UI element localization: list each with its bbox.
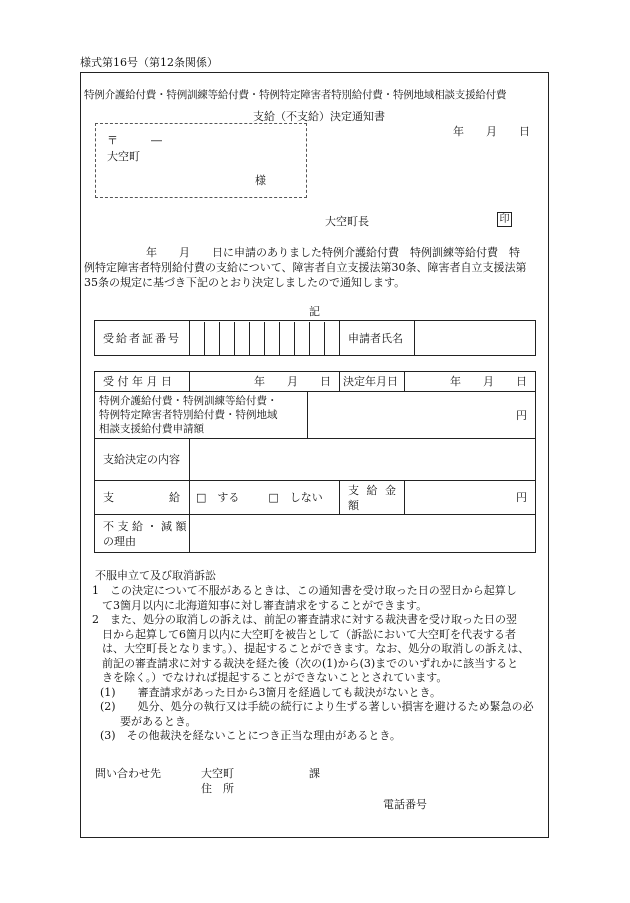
appeal-p1-line-2: て3箇月以内に北海道知事に対し審査請求をすることができます。 — [102, 598, 428, 612]
request-amount-value[interactable] — [308, 392, 536, 439]
request-amount-label-line-2: 特例特定障害者特別給付費・特例地域 — [99, 409, 278, 421]
yen-unit: 円 — [516, 408, 527, 422]
appeal-item-2-line-2: 要があるとき。 — [120, 714, 197, 728]
reason-label-line-1: 不 支 給 ・ 減 額 — [103, 519, 187, 533]
appeal-p2-line-1: 2 また、処分の取消しの訴えは、前記の審査請求に対する裁決書を受け取った日の翌 — [92, 613, 517, 626]
contact-phone-label: 電話番号 — [383, 798, 427, 811]
issue-date: 年 月 日 — [453, 125, 530, 138]
reason-label-line-2: の理由 — [103, 534, 136, 548]
appeal-heading: 不服申立て及び取消訴訟 — [95, 569, 216, 582]
request-amount-label-line-3: 相談支援給付費申請額 — [99, 423, 204, 435]
yen-unit: 円 — [516, 491, 527, 504]
decision-date-value[interactable]: 年 月 日 — [405, 372, 536, 392]
contact-label: 問い合わせ先 — [95, 767, 161, 780]
ki-heading: 記 — [309, 305, 320, 318]
decision-table — [94, 371, 536, 553]
request-amount-label — [95, 392, 308, 439]
body-text-line-1: 年 月 日に申請のありました特例介護給付費 特例訓練等給付費 特 — [146, 246, 520, 259]
document-subtitle: 支給（不支給）決定通知書 — [253, 110, 385, 123]
seal-mark: 印 — [497, 212, 512, 227]
appeal-p1-line-1: 1 この決定について不服があるときは、この通知書を受け取った日の翌日から起算し — [92, 584, 517, 597]
received-date-value[interactable]: 年 月 日 — [190, 372, 340, 392]
recipient-no-field[interactable] — [190, 321, 340, 356]
document-title: 特例介護給付費・特例訓練等給付費・特例特定障害者特別給付費・特例地域相談支援給付費 — [84, 89, 507, 101]
request-amount-label-line-1: 特例介護給付費・特例訓練等給付費・ — [99, 395, 278, 407]
appeal-p2-line-5: きを除く。）でなければ提起することができないこととされています。 — [102, 671, 448, 684]
contact-town: 大空町 — [201, 767, 234, 780]
applicant-label: 申請者氏名 — [340, 321, 415, 356]
appeal-p2-line-3: は、大空町長となります。）、提起することができます。なお、処分の取消しの訴えは、 — [102, 642, 530, 655]
contact-address-label: 住 所 — [201, 782, 234, 795]
shikyu-label: 支 給 — [95, 481, 190, 515]
content-label: 支給決定の内容 — [95, 439, 190, 481]
postal-code: 〒 ― — [107, 134, 162, 147]
appeal-p2-line-4: 前記の審査請求に対する裁決を経た後（次の(1)から(3)までのいずれかに該当すると — [102, 656, 519, 670]
appeal-item-1: (1) 審査請求があった日から3箇月を経過しても裁決がないとき。 — [100, 685, 442, 699]
decision-date-label: 決定年月日 — [340, 372, 405, 392]
amount-value[interactable] — [405, 481, 536, 515]
address-honorific: 様 — [255, 174, 266, 187]
option-no-checkbox[interactable]: □ しない — [268, 491, 323, 504]
shikyu-options — [190, 481, 340, 515]
recipient-no-label: 受給者証番号 — [95, 321, 190, 356]
body-text-line-3: 35条の規定に基づき下記のとおり決定しましたので通知します。 — [84, 276, 406, 289]
amount-label: 支 給 金 額 — [340, 481, 405, 515]
contact-dept: 課 — [309, 767, 320, 780]
form-id: 様式第16号（第12条関係） — [80, 56, 218, 69]
received-date-label: 受 付 年 月 日 — [95, 372, 190, 392]
address-town: 大空町 — [107, 150, 140, 163]
appeal-item-3: (3) その他裁決を経ないことにつき正当な理由があるとき。 — [100, 729, 401, 742]
reason-label — [95, 515, 190, 553]
appeal-paragraph-1 — [92, 584, 546, 744]
option-yes-checkbox[interactable]: □ する — [196, 491, 240, 504]
content-value[interactable] — [190, 439, 536, 481]
body-text-line-2: 例特定障害者特別給付費の支給について、障害者自立支援法第30条、障害者自立支援法第 — [84, 261, 527, 274]
reason-value[interactable] — [190, 515, 536, 553]
issuer-name: 大空町長 — [325, 215, 369, 228]
recipient-table — [94, 320, 536, 356]
appeal-p2-line-2: 日から起算して6箇月以内に大空町を被告として（訴訟において大空町を代表する者 — [102, 627, 516, 641]
applicant-value[interactable] — [415, 321, 536, 356]
appeal-item-2-line-1: (2) 処分、処分の執行又は手続の続行により生ずる著しい損害を避けるため緊急の必 — [100, 700, 534, 713]
